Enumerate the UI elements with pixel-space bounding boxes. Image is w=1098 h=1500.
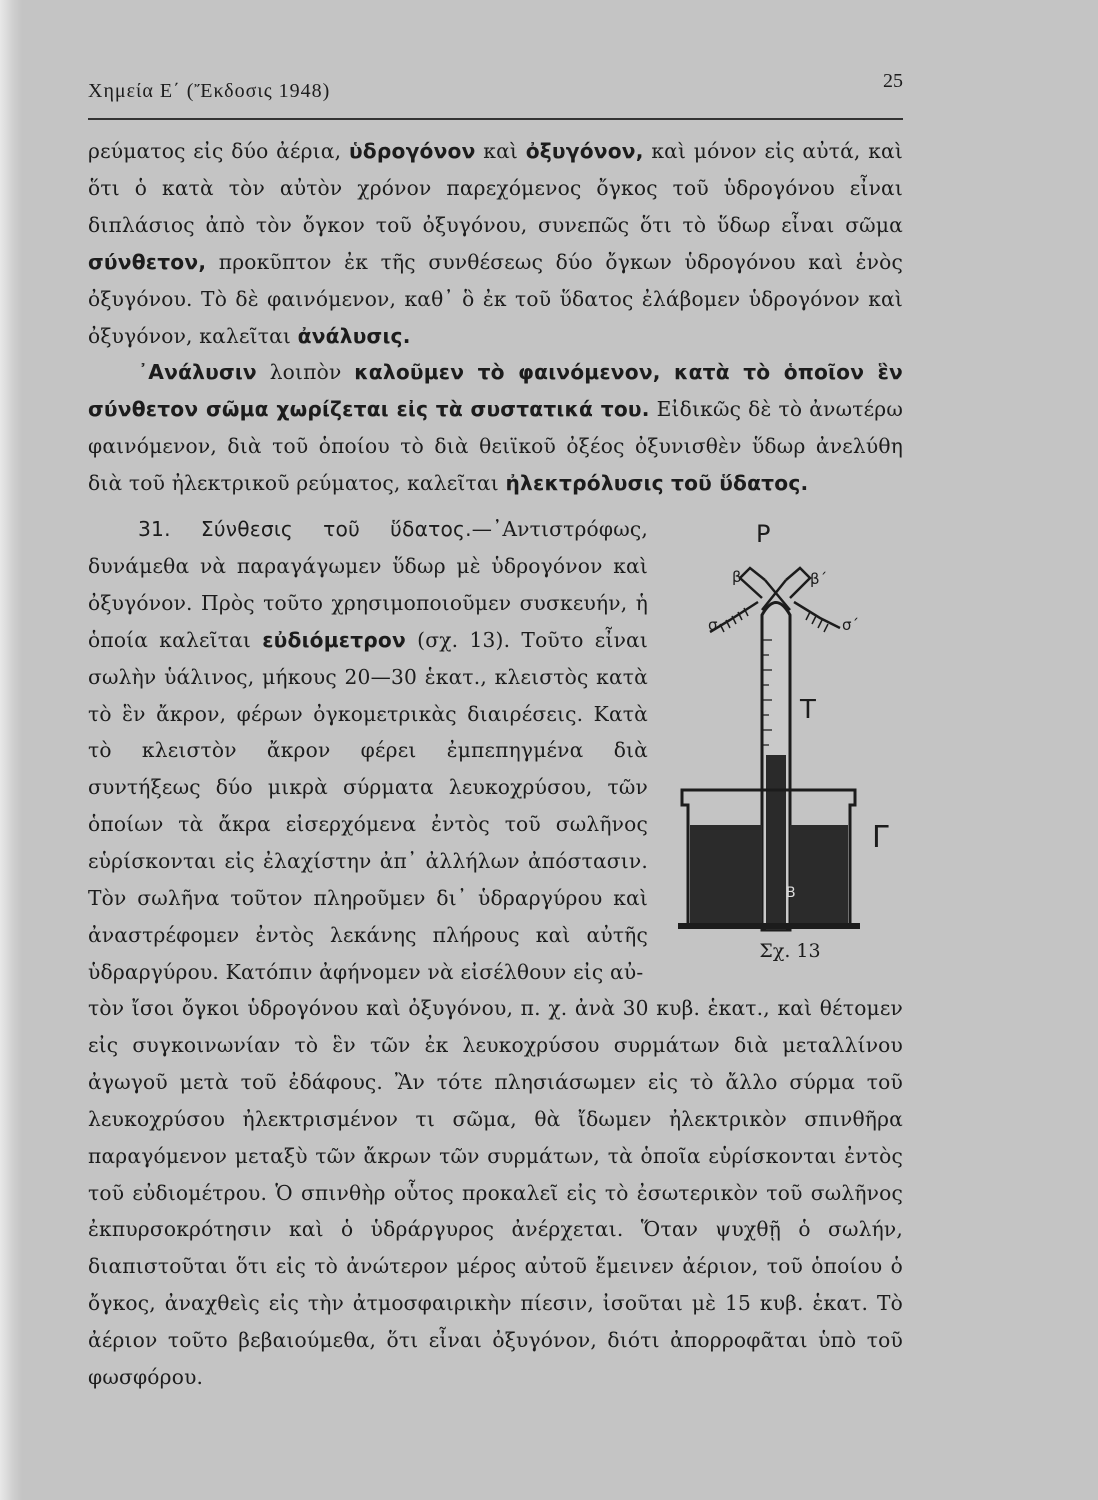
paragraph-analysis-definition — [88, 354, 903, 502]
bold-term-electrolysis: ἠλεκτρόλυσις τοῦ ὕδατος. — [505, 471, 809, 496]
label-Gamma: Γ — [872, 820, 889, 855]
label-T: T — [800, 695, 816, 725]
text-run: καὶ — [475, 139, 526, 163]
label-B: B — [786, 885, 796, 901]
bold-definition: καλοῦμεν τὸ φαινόμενον, κατὰ τὸ ὁποῖον ἓν σύνθετον σῶμα χωρίζεται εἰς τὰ συστατικά του. — [88, 360, 903, 422]
text-block-top — [88, 133, 903, 502]
text-run: (σχ. 13). Τοῦτο εἶναι σωλὴν ὑάλινος, μήκους 20—30 ἑκατ., κλειστὸς κατὰ τὸ ἓν ἄκρον, φέρων ὀγκομετρικὰς διαιρέσεις. Κατὰ τὸ κλειστὸν ἄκρον φέρει ἐμπεπηγμένα διὰ συντήξεως δύο μικρὰ σύρματα λευκοχρύσου, τῶν ὁποίων τὰ ἄκρα εἰσερχόμενα ἐντὸς τοῦ σωλῆνος εὑρίσκονται εἰς ἐλαχίστην ἀπ᾽ ἀλλήλων ἀπόστασιν. Τὸν σωλῆνα τοῦτον πληροῦμεν δι᾽ ὑδραργύρου καὶ ἀναστρέφομεν ἐντὸς λεκάνης πλήρους καὶ αὐτῆς ὑδραργύρου. Κατόπιν ἀφήνομεν νὰ εἰσέλθουν εἰς αὐ- — [88, 627, 649, 984]
text-run: τὸν ἴσοι ὄγκοι ὑδρογόνου καὶ ὀξυγόνου, π. χ. ἀνὰ 30 κυβ. ἑκατ., καὶ θέτομεν εἰς συγκοινωνίαν τὸ ἓν τῶν ἐκ λευκοχρύσου συρμάτων διὰ μεταλλίνου ἀγωγοῦ μετὰ τοῦ ἐδάφους. Ἂν τότε πλησιάσωμεν εἰς τὸ ἄλλο σύρμα τοῦ λευκοχρύσου ἠλεκτρισμένον τι σῶμα, θὰ ἴδωμεν ἠλεκτρικὸν σπινθῆρα παραγόμενον μεταξὺ τῶν ἄκρων τῶν συρμάτων, τὰ ὁποῖα εὑρίσκονται ἐντὸς τοῦ εὐδιομέτρου. Ὁ σπινθὴρ οὗτος προκαλεῖ εἰς τὸ ἐσωτερικὸν τοῦ σωλῆνος ἐκπυρσοκρότησιν καὶ ὁ ὑδράργυρος ἀνέρχεται. Ὅταν ψυχθῇ ὁ σωλήν, διαπιστοῦται ὅτι εἰς τὸ ἀνώτερον μέρος αὐτοῦ ἔμεινεν ἀέριον, τοῦ ὁποίου ὁ ὄγκος, ἀναχθεὶς εἰς τὴν ἀτμοσφαιρικὴν πίεσιν, ἰσοῦται μὲ 15 κυβ. ἑκατ. Τὸ ἀέριον τοῦτο βεβαιούμεθα, ὅτι εἶναι ὀξυγόνον, διότι ἀπορροφᾶται ὑπὸ τοῦ φωσφόρου. — [88, 996, 903, 1390]
paragraph-continuation — [88, 990, 903, 1396]
paragraph-section31 — [88, 511, 648, 991]
mercury-left — [690, 825, 762, 923]
page-number: 25 — [883, 70, 903, 92]
label-beta-left: β — [732, 568, 742, 586]
header-title: Χημεία Ε΄ (Ἔκδοσις 1948) — [88, 80, 331, 102]
mercury-in-tube — [766, 755, 786, 930]
bold-term-analysis-start: ᾽Ανάλυσιν — [138, 360, 257, 385]
text-run: —᾽Αντιστρόφως, δυνάμεθα νὰ παραγάγωμεν ὕδωρ μὲ ὑδρογόνον καὶ ὀξυγόνον. Πρὸς τοῦτο χρησιμοποιοῦμεν συσκευήν, ἡ ὁποία καλεῖται — [88, 517, 648, 652]
label-sigma-left: σ — [708, 616, 718, 634]
bold-term-eudiometer: εὐδιόμετρον — [262, 627, 406, 652]
eudiometer-tube — [762, 603, 790, 931]
text-block-section31 — [88, 511, 648, 991]
text-run: ρεύματος εἰς δύο ἀέρια, — [88, 139, 349, 163]
lead-right — [794, 602, 840, 628]
text-run: Εἰδικῶς δὲ τὸ ἀνωτέρω φαινόμενον, διὰ τοῦ ὁποίου τὸ διὰ θειϊκοῦ ὀξέος ὀξυνισθὲν ὕδωρ ἀνελύθη διὰ τοῦ ἠλεκτρικοῦ ρεύματος, καλεῖται — [88, 397, 903, 496]
bold-term-oxygen: ὀξυγόνον, — [525, 139, 644, 163]
text-run: καὶ μόνον εἰς αὐτά, καὶ ὅτι ὁ κατὰ τὸν αὐτὸν χρόνον παρεχόμενος ὄγκος τοῦ ὑδρογόνου εἶναι διπλάσιος ἀπὸ τὸν ὄγκον τοῦ ὀξυγόνου, συνεπῶς ὅτι τὸ ὕδωρ εἶναι σῶμα — [88, 139, 903, 237]
wire-left — [740, 568, 765, 598]
label-sigma-right: σ΄ — [842, 616, 860, 634]
running-header — [88, 70, 903, 120]
text-run: προκῦπτον ἐκ τῆς συνθέσεως δύο ὄγκων ὑδρογόνου καὶ ἑνὸς ὀξυγόνου. Τὸ δὲ φαινόμενον, καθ᾽ ὃ ἐκ τοῦ ὕδατος ἐλάβομεν ὑδρογόνον καὶ ὀξυγόνον, καλεῖται — [88, 249, 903, 348]
figure-caption: Σχ. 13 — [759, 940, 821, 962]
bold-term-hydrogen: ὑδρογόνον — [348, 139, 476, 163]
bold-term-compound: σύνθετον, — [88, 249, 207, 274]
mercury-right — [790, 825, 848, 923]
section-heading: 31. Σύνθεσις τοῦ ὕδατος. — [138, 517, 472, 541]
label-P: P — [756, 520, 771, 548]
figure-eudiometer — [670, 520, 915, 980]
wire-right — [786, 568, 810, 598]
label-beta-right: β΄ — [810, 570, 828, 588]
bold-term-analysis: ἀνάλυσις. — [297, 323, 411, 348]
paragraph-decomposition — [88, 133, 903, 354]
page-spine-shadow — [0, 0, 22, 1500]
text-block-bottom — [88, 990, 903, 1396]
eudiometer-diagram — [670, 520, 915, 980]
text-run: λοιπὸν — [256, 360, 355, 385]
